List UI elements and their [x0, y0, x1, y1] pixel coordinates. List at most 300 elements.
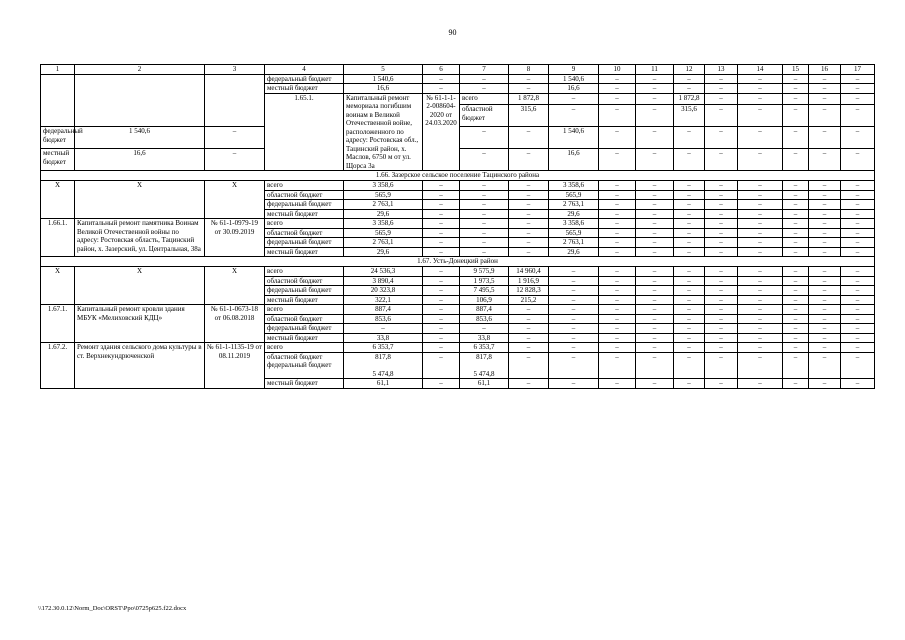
amount-cell: 2 763,1 [549, 200, 599, 210]
amount-cell: – [549, 352, 599, 379]
document-ref: X [205, 181, 265, 219]
amount-cell: – [841, 314, 875, 324]
column-number: 6 [423, 65, 460, 75]
amount-cell: – [783, 209, 809, 219]
amount-cell: – [674, 314, 705, 324]
amount-cell: – [705, 149, 738, 171]
amount-cell: – [783, 181, 809, 191]
column-number: 9 [549, 65, 599, 75]
amount-cell: 1 916,9 [509, 276, 549, 286]
amount-cell: 29,6 [549, 209, 599, 219]
amount-cell: – [205, 127, 265, 149]
amount-cell: 1 872,8 [509, 93, 549, 105]
section-title: 1.67. Усть-Донецкий район [41, 257, 875, 267]
amount-cell: – [549, 343, 599, 353]
item-number: 1.67.2. [41, 343, 75, 389]
amount-cell: – [460, 228, 509, 238]
amount-cell: 6 353,7 [460, 343, 509, 353]
funding-source: местный бюджет [265, 247, 344, 257]
amount-cell: – [599, 324, 636, 334]
amount-cell: – [841, 305, 875, 315]
amount-cell: – [783, 149, 809, 171]
amount-cell: – [599, 343, 636, 353]
amount-cell: – [423, 200, 460, 210]
funding-source: всего [265, 267, 344, 277]
amount-cell: 2 763,1 [549, 238, 599, 248]
funding-source: областной бюджет [265, 314, 344, 324]
amount-cell: – [783, 84, 809, 94]
amount-cell: – [599, 74, 636, 84]
amount-cell: – [636, 127, 674, 149]
amount-cell: – [738, 93, 783, 105]
amount-cell: 887,4 [460, 305, 509, 315]
amount-cell: – [841, 190, 875, 200]
amount-cell: – [705, 324, 738, 334]
amount-cell: – [423, 352, 460, 379]
amount-cell: – [509, 228, 549, 238]
column-number: 5 [344, 65, 423, 75]
amount-cell: – [783, 127, 809, 149]
amount-cell: – [841, 324, 875, 334]
amount-cell: – [423, 267, 460, 277]
amount-cell: – [705, 93, 738, 105]
table-row [41, 267, 875, 277]
amount-cell: – [809, 343, 841, 353]
amount-cell: – [509, 74, 549, 84]
amount-cell: – [841, 181, 875, 191]
amount-cell: – [809, 238, 841, 248]
amount-cell: – [674, 74, 705, 84]
amount-cell: – [674, 200, 705, 210]
amount-cell: 853,6 [460, 314, 509, 324]
amount-cell: – [674, 295, 705, 305]
amount-cell: – [599, 181, 636, 191]
amount-cell: – [636, 209, 674, 219]
amount-cell: – [783, 200, 809, 210]
amount-cell: 215,2 [509, 295, 549, 305]
amount-cell: – [460, 181, 509, 191]
amount-cell: – [809, 295, 841, 305]
amount-cell: – [674, 379, 705, 389]
amount-cell: – [674, 181, 705, 191]
amount-cell: – [841, 295, 875, 305]
amount-cell: – [423, 74, 460, 84]
amount-cell: – [674, 276, 705, 286]
amount-cell: – [783, 219, 809, 229]
table-row [41, 74, 875, 84]
amount-cell: – [636, 200, 674, 210]
amount-cell: – [809, 276, 841, 286]
amount-cell: – [636, 238, 674, 248]
amount-cell: 33,8 [460, 333, 509, 343]
amount-cell: – [809, 200, 841, 210]
amount-cell: – [599, 333, 636, 343]
amount-cell: 24 536,3 [344, 267, 423, 277]
amount-cell: – [549, 379, 599, 389]
amount-cell: – [423, 219, 460, 229]
amount-cell: – [783, 93, 809, 105]
amount-cell: – [738, 352, 783, 379]
amount-cell: – [599, 247, 636, 257]
document-ref: № 61-1-0673-18 от 06.08.2018 [205, 305, 265, 343]
amount-cell: – [783, 267, 809, 277]
amount-cell: – [674, 127, 705, 149]
amount-cell: 16,6 [75, 149, 205, 171]
amount-cell: – [423, 238, 460, 248]
amount-cell: 29,6 [344, 247, 423, 257]
amount-cell: 16,6 [344, 84, 423, 94]
amount-cell: – [636, 105, 674, 127]
amount-cell: – [841, 200, 875, 210]
amount-cell: – [549, 295, 599, 305]
amount-cell: 6 353,7 [344, 343, 423, 353]
amount-cell: – [599, 267, 636, 277]
section-row [41, 257, 875, 267]
amount-cell: – [783, 379, 809, 389]
amount-cell: – [738, 228, 783, 238]
amount-cell: – [841, 343, 875, 353]
amount-cell: 565,9 [549, 190, 599, 200]
amount-cell: – [809, 74, 841, 84]
column-number: 10 [599, 65, 636, 75]
amount-cell: – [674, 305, 705, 315]
funding-source: федеральный бюджет [41, 127, 75, 149]
funding-source: областной бюджет федеральный бюджет [265, 352, 344, 379]
funding-source: областной бюджет [265, 190, 344, 200]
amount-cell: – [509, 343, 549, 353]
amount-cell: – [674, 219, 705, 229]
item-number: X [41, 267, 75, 305]
amount-cell: – [599, 314, 636, 324]
amount-cell: – [636, 267, 674, 277]
amount-cell: – [705, 228, 738, 238]
funding-source: местный бюджет [265, 333, 344, 343]
amount-cell: – [599, 127, 636, 149]
amount-cell: – [705, 247, 738, 257]
amount-cell: – [783, 343, 809, 353]
column-number-row [41, 65, 875, 75]
funding-source: федеральный бюджет [265, 238, 344, 248]
amount-cell: – [738, 324, 783, 334]
funding-source: областной бюджет [265, 228, 344, 238]
amount-cell: – [636, 181, 674, 191]
amount-cell: – [783, 276, 809, 286]
object-name: X [75, 267, 205, 305]
document-ref: № 61-1-0979-19 от 30.09.2019 [205, 219, 265, 257]
amount-cell: – [738, 247, 783, 257]
amount-cell: – [841, 209, 875, 219]
file-path-footer: \\172.30.0.12\Norm_Doc\ORST\Ppo\0725p625.f22.docx [38, 605, 187, 612]
amount-cell: 817,8 5 474,8 [460, 352, 509, 379]
column-number: 8 [509, 65, 549, 75]
amount-cell: – [841, 286, 875, 296]
amount-cell: – [738, 149, 783, 171]
document-ref [205, 74, 265, 127]
amount-cell: 315,6 [509, 105, 549, 127]
amount-cell: – [674, 238, 705, 248]
amount-cell: – [423, 84, 460, 94]
amount-cell: 322,1 [344, 295, 423, 305]
table-row [41, 181, 875, 191]
amount-cell: – [705, 200, 738, 210]
amount-cell: – [674, 324, 705, 334]
amount-cell: – [599, 352, 636, 379]
amount-cell: – [636, 228, 674, 238]
amount-cell: – [705, 305, 738, 315]
amount-cell: – [783, 238, 809, 248]
amount-cell: – [549, 314, 599, 324]
amount-cell: – [783, 286, 809, 296]
amount-cell: – [423, 190, 460, 200]
amount-cell: – [636, 286, 674, 296]
amount-cell: – [549, 93, 599, 105]
page-number: 90 [448, 28, 457, 37]
amount-cell: – [423, 181, 460, 191]
object-name [75, 74, 205, 127]
amount-cell: – [509, 314, 549, 324]
amount-cell: 1 973,5 [460, 276, 509, 286]
amount-cell: – [841, 93, 875, 105]
funding-source: местный бюджет [265, 84, 344, 94]
object-name: Капитальный ремонт кровли здания МБУК «Мелиховский КДЦ» [75, 305, 205, 343]
amount-cell: – [783, 74, 809, 84]
amount-cell: – [599, 209, 636, 219]
amount-cell: – [705, 181, 738, 191]
amount-cell: – [809, 286, 841, 296]
amount-cell: – [674, 149, 705, 171]
funding-source: всего [460, 93, 509, 105]
amount-cell: – [841, 247, 875, 257]
amount-cell: – [841, 74, 875, 84]
amount-cell: 1 540,6 [75, 127, 205, 149]
amount-cell: – [509, 149, 549, 171]
amount-cell: – [674, 333, 705, 343]
amount-cell: 106,9 [460, 295, 509, 305]
column-number: 1 [41, 65, 75, 75]
amount-cell: 9 575,9 [460, 267, 509, 277]
amount-cell: – [599, 228, 636, 238]
column-number: 3 [205, 65, 265, 75]
item-number: 1.65.1. [265, 93, 344, 171]
amount-cell: – [841, 333, 875, 343]
amount-cell: – [705, 267, 738, 277]
amount-cell: – [841, 379, 875, 389]
column-number: 7 [460, 65, 509, 75]
amount-cell: – [674, 84, 705, 94]
amount-cell: – [549, 267, 599, 277]
amount-cell: – [783, 324, 809, 334]
amount-cell: – [423, 247, 460, 257]
amount-cell: – [599, 200, 636, 210]
amount-cell: – [460, 324, 509, 334]
amount-cell: – [599, 84, 636, 94]
amount-cell: – [783, 228, 809, 238]
amount-cell: – [738, 305, 783, 315]
amount-cell: – [841, 352, 875, 379]
amount-cell: 565,9 [344, 228, 423, 238]
amount-cell: – [809, 379, 841, 389]
amount-cell: – [674, 267, 705, 277]
amount-cell: – [460, 127, 509, 149]
funding-source: областной бюджет [460, 105, 509, 127]
amount-cell: 565,9 [549, 228, 599, 238]
amount-cell: – [460, 247, 509, 257]
amount-cell: – [423, 305, 460, 315]
column-number: 17 [841, 65, 875, 75]
amount-cell: – [423, 379, 460, 389]
amount-cell: – [599, 93, 636, 105]
amount-cell: 33,8 [344, 333, 423, 343]
amount-cell: – [809, 209, 841, 219]
amount-cell: – [809, 149, 841, 171]
item-number: 1.66.1. [41, 219, 75, 257]
amount-cell: 61,1 [344, 379, 423, 389]
column-number: 11 [636, 65, 674, 75]
amount-cell: – [809, 305, 841, 315]
amount-cell: – [509, 352, 549, 379]
amount-cell: – [599, 286, 636, 296]
amount-cell: 61,1 [460, 379, 509, 389]
amount-cell: – [809, 219, 841, 229]
amount-cell: – [738, 127, 783, 149]
amount-cell: – [599, 105, 636, 127]
amount-cell: – [841, 267, 875, 277]
amount-cell: – [705, 219, 738, 229]
funding-source: федеральный бюджет [265, 286, 344, 296]
amount-cell: – [705, 314, 738, 324]
amount-cell: – [705, 105, 738, 127]
amount-cell: – [599, 295, 636, 305]
amount-cell: – [809, 324, 841, 334]
amount-cell: – [705, 209, 738, 219]
amount-cell: 3 358,6 [549, 181, 599, 191]
amount-cell: – [460, 149, 509, 171]
amount-cell: – [738, 74, 783, 84]
amount-cell: – [809, 127, 841, 149]
amount-cell: – [636, 352, 674, 379]
funding-source: федеральный бюджет [265, 200, 344, 210]
amount-cell: – [636, 74, 674, 84]
amount-cell: – [636, 190, 674, 200]
funding-source: всего [265, 219, 344, 229]
amount-cell: – [599, 276, 636, 286]
document-ref: № 61-1-1135-19 от 08.11.2019 [205, 343, 265, 389]
amount-cell: – [738, 379, 783, 389]
amount-cell: 16,6 [549, 149, 599, 171]
amount-cell: – [783, 305, 809, 315]
amount-cell: – [705, 127, 738, 149]
amount-cell: – [841, 228, 875, 238]
amount-cell: 1 540,6 [549, 127, 599, 149]
amount-cell: – [841, 105, 875, 127]
amount-cell: 3 358,6 [344, 219, 423, 229]
object-name: Капитальный ремонт памятника Воинам Великой Отечественной войны по адресу: Ростовская область, Тацинский район, х. Зазерский, ул. Центральная, 38а [75, 219, 205, 257]
amount-cell: – [738, 333, 783, 343]
amount-cell: – [738, 84, 783, 94]
column-number: 12 [674, 65, 705, 75]
amount-cell: – [423, 295, 460, 305]
amount-cell: 1 540,6 [549, 74, 599, 84]
amount-cell: – [636, 314, 674, 324]
amount-cell: – [705, 276, 738, 286]
amount-cell: – [674, 190, 705, 200]
amount-cell: – [674, 228, 705, 238]
amount-cell: – [841, 219, 875, 229]
amount-cell: – [705, 74, 738, 84]
document-ref: № 61-1-1-2-008604-2020 от 24.03.2020 [423, 93, 460, 171]
item-number [41, 74, 75, 127]
amount-cell: – [636, 276, 674, 286]
amount-cell: 853,6 [344, 314, 423, 324]
funding-source: местный бюджет [41, 149, 75, 171]
amount-cell: – [841, 127, 875, 149]
amount-cell: – [705, 343, 738, 353]
amount-cell: – [841, 84, 875, 94]
amount-cell: – [636, 219, 674, 229]
amount-cell: – [460, 238, 509, 248]
amount-cell: – [636, 93, 674, 105]
funding-source: федеральный бюджет [265, 324, 344, 334]
amount-cell: – [549, 276, 599, 286]
amount-cell: – [674, 343, 705, 353]
amount-cell: – [809, 228, 841, 238]
table-row [41, 219, 875, 229]
item-number: 1.67.1. [41, 305, 75, 343]
amount-cell: 887,4 [344, 305, 423, 315]
amount-cell: – [636, 295, 674, 305]
object-name: X [75, 181, 205, 219]
amount-cell: – [783, 352, 809, 379]
column-number: 15 [783, 65, 809, 75]
amount-cell: 3 358,6 [344, 181, 423, 191]
amount-cell: – [809, 352, 841, 379]
amount-cell: 16,6 [549, 84, 599, 94]
funding-source: местный бюджет [265, 295, 344, 305]
amount-cell: – [809, 84, 841, 94]
amount-cell: – [705, 295, 738, 305]
funding-source: местный бюджет [265, 209, 344, 219]
amount-cell: 1 540,6 [344, 74, 423, 84]
amount-cell: 20 323,8 [344, 286, 423, 296]
amount-cell: – [509, 181, 549, 191]
amount-cell: – [841, 238, 875, 248]
amount-cell: 1 872,8 [674, 93, 705, 105]
amount-cell: – [509, 127, 549, 149]
amount-cell: – [674, 209, 705, 219]
amount-cell: – [599, 238, 636, 248]
amount-cell: – [509, 200, 549, 210]
amount-cell: – [509, 190, 549, 200]
amount-cell: – [423, 333, 460, 343]
amount-cell: – [809, 93, 841, 105]
amount-cell: – [738, 295, 783, 305]
amount-cell: – [423, 276, 460, 286]
amount-cell: – [783, 314, 809, 324]
amount-cell: – [674, 247, 705, 257]
amount-cell: – [636, 324, 674, 334]
amount-cell: – [509, 84, 549, 94]
amount-cell: – [460, 74, 509, 84]
amount-cell: – [599, 190, 636, 200]
amount-cell: – [783, 333, 809, 343]
amount-cell: 315,6 [674, 105, 705, 127]
amount-cell: 3 358,6 [549, 219, 599, 229]
funding-source: местный бюджет [265, 379, 344, 389]
amount-cell: – [809, 105, 841, 127]
amount-cell: – [423, 209, 460, 219]
amount-cell: – [636, 333, 674, 343]
amount-cell: – [738, 276, 783, 286]
